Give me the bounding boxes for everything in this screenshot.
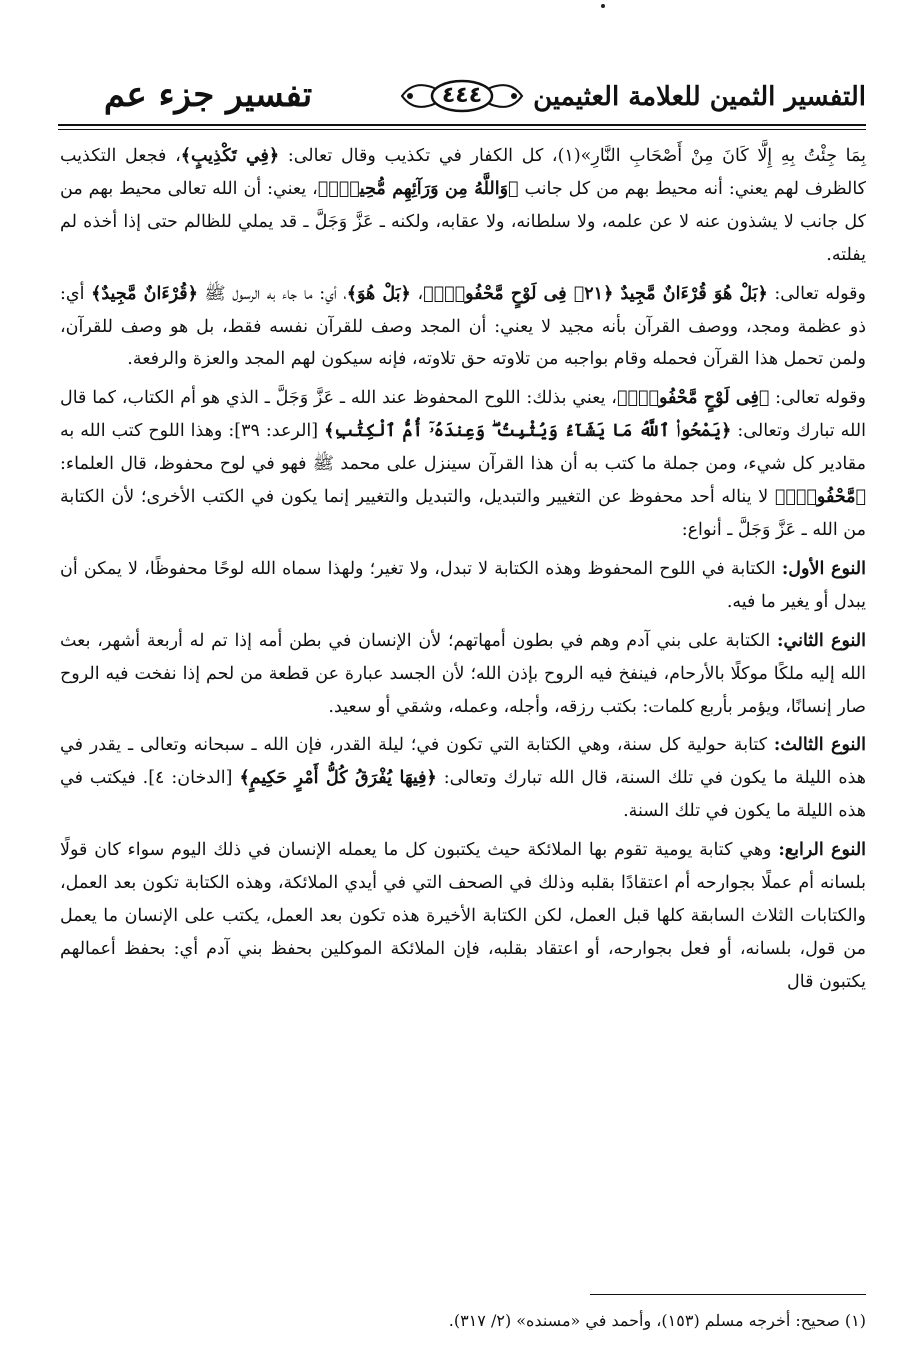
quran-verse: ﴿مَّحْفُوظٍۭ﴾ bbox=[774, 487, 866, 508]
paragraph bbox=[60, 140, 866, 272]
header-series-title: التفسير الثمين للعلامة العثيمين bbox=[533, 82, 866, 112]
paragraph bbox=[60, 553, 866, 619]
text-run: الكتابة في اللوح المحفوظ وهذه الكتابة لا تبدل، ولا تغير؛ ولهذا سماه الله لوحًا محفوظًا، لا يمكن أن يبدل أو يغير ما فيه. bbox=[60, 558, 866, 612]
text-run: كتابة حولية كل سنة، وهي الكتابة التي تكون في؛ ليلة القدر، فإن الله ـ سبحانه وتعالى ـ يقدر في هذه الليلة ما يكون في تلك السنة، قال الله تبارك وتعالى: bbox=[60, 735, 866, 789]
section-label: النوع الأول: bbox=[781, 558, 866, 579]
text-run: ، كل الكفار في تكذيب وقال تعالى: bbox=[279, 146, 558, 166]
text-run: [الرعد: ٣٩]: وهذا اللوح كتب الله به مقادير كل شيء، ومن جملة ما كتب به أن هذا القرآن سينزل على محمد ﷺ فهو في لوح محفوظ، قال العلماء: bbox=[60, 421, 866, 475]
quran-verse: ﴿قُرْءَانٌ مَّجِيدٌ﴾ bbox=[91, 283, 198, 304]
header-rule-thick bbox=[58, 124, 866, 126]
text-run: أي: ذو عظمة ومجد، ووصف القرآن بأنه مجيد لا يعني: أن المجد وصف للقرآن نفسه فقط، بل هو وصف للقرآن، ولمن تحمل هذا القرآن فحمله وقام بواجبه من تلاوته حق تلاوته، فإنه سيكون لهم المجد والعزة والرفعة. bbox=[60, 283, 866, 370]
paragraph bbox=[60, 729, 866, 828]
text-run: ، أي: ما جاء به الرسول ﷺ bbox=[197, 283, 347, 304]
section-label: النوع الثاني: bbox=[777, 630, 867, 651]
quran-verse: ﴿فِيهَا يُفْرَقُ كُلُّ أَمْرٍ حَكِيمٍ﴾ bbox=[239, 768, 437, 789]
text-run: [الدخان: ٤]. فيكتب في هذه الليلة ما يكون في تلك السنة. bbox=[60, 768, 866, 822]
page-number: ٤٤٤ bbox=[441, 83, 483, 108]
section-label: النوع الرابع: bbox=[778, 840, 867, 861]
text-run: ، يعني: أن الله تعالى محيط بهم من كل جانب لا يشذون عنه لا عن علمه، ولا سلطانه، ولا عقابه، ولكنه ـ عَزَّ وَجَلَّ ـ قد يملي للظالم حتى إذا أخذه لم يفلته. bbox=[60, 178, 866, 265]
text-run: ، يعني بذلك: اللوح المحفوظ عند الله ـ عَزَّ وَجَلَّ ـ الذي هو أم الكتاب، كما قال الله تبارك وتعالى: bbox=[60, 388, 866, 442]
section-label: النوع الثالث: bbox=[773, 735, 866, 756]
text-run: بِمَا جِئْتُ بِهِ إِلَّا كَانَ مِنْ أَصْحَابِ النَّارِ» bbox=[580, 146, 867, 166]
quran-verse: ﴿بَلْ هُوَ قُرْءَانٌ مَّجِيدٌ ﴿٢١﴾ فِى لَوْحٍ مَّحْفُوظٍۭ﴾ bbox=[423, 283, 768, 304]
text-run: ، فجعل التكذيب كالظرف لهم يعني: أنه محيط بهم من كل جانب bbox=[60, 146, 866, 199]
quran-verse: ﴿فِى لَوْحٍ مَّحْفُوظٍۭ﴾ bbox=[616, 388, 770, 409]
text-run: وقوله تعالى: bbox=[769, 388, 866, 409]
quran-verse: ﴿يَمْحُوا۟ ٱللَّهُ مَا يَشَآءُ وَيُثْبِتُ ۖ وَعِندَهُۥٓ أُمُّ ٱلْكِتَٰبِ﴾ bbox=[324, 421, 732, 442]
text-run: لا يناله أحد محفوظ عن التغيير والتبديل، والتبديل والتغيير إنما يكون في الكتب الأخرى؛ لأن الكتابة من الله ـ عَزَّ وَجَلَّ ـ أنواع: bbox=[60, 487, 866, 540]
footnote: (١) صحيح: أخرجه مسلم (١٥٣)، وأحمد في «مسنده» (٢/ ٣١٧). bbox=[448, 1311, 866, 1330]
header-book-title: تفسير جزء عم bbox=[103, 75, 313, 115]
page-header bbox=[58, 64, 866, 126]
body-text bbox=[60, 140, 866, 1240]
paragraph bbox=[60, 625, 866, 724]
text-run: ، bbox=[410, 283, 424, 304]
quran-verse: ﴿وَاللَّهُ مِن وَرَآئِهِم مُّحِيطٌۢ﴾ bbox=[317, 178, 519, 199]
text-run: (١) bbox=[557, 146, 581, 166]
top-mark bbox=[601, 4, 605, 8]
paragraph bbox=[60, 278, 866, 377]
footnote-separator bbox=[590, 1294, 866, 1295]
header-rule-thin bbox=[58, 129, 866, 130]
text-run: وقوله تعالى: bbox=[767, 283, 867, 304]
text-run: وهي كتابة يومية تقوم بها الملائكة حيث يكتبون كل ما يعمله الإنسان في ذلك اليوم سواء كان قولًا بلسانه أم عملًا بجوارحه أم اعتقادًا بقلبه وذلك في الصحف التي في أيدي الملائكة، وهذه الكتابة تكون بعد العمل، والكتابات الثلاث السابقة كلها قبل العمل، لكن الكتابة الأخيرة هذه تكون بعد العمل، يكتب على الإنسان ما يعمل من قول، بلسانه، أو فعل بجوارحه، أو اعتقاد بقلبه، فإن الملائكة الموكلين بحفظ بني آدم أي: بحفظ أعمالهم يكتبون قال bbox=[60, 840, 866, 992]
quran-verse: ﴿بَلْ هُوَ﴾ bbox=[346, 283, 411, 304]
paragraph bbox=[60, 834, 866, 999]
quran-verse: ﴿فِي تَكْذِيبٍ﴾ bbox=[180, 146, 280, 166]
paragraph bbox=[60, 382, 866, 547]
text-run: الكتابة على بني آدم وهم في بطون أمهاتهم؛ لأن الإنسان في بطن أمه إذا تم له أربعة أشهر، بعث الله إليه ملكًا موكلًا بالأرحام، فينفخ فيه الروح بإذن الله؛ لأن الجسد عبارة عن قطعة من لحم إذا نفخت فيه الروح صار إنسانًا، ويؤمر بأربع كلمات: بكتب رزقه، وأجله، وعمله، وشقي أو سعيد. bbox=[60, 630, 866, 717]
